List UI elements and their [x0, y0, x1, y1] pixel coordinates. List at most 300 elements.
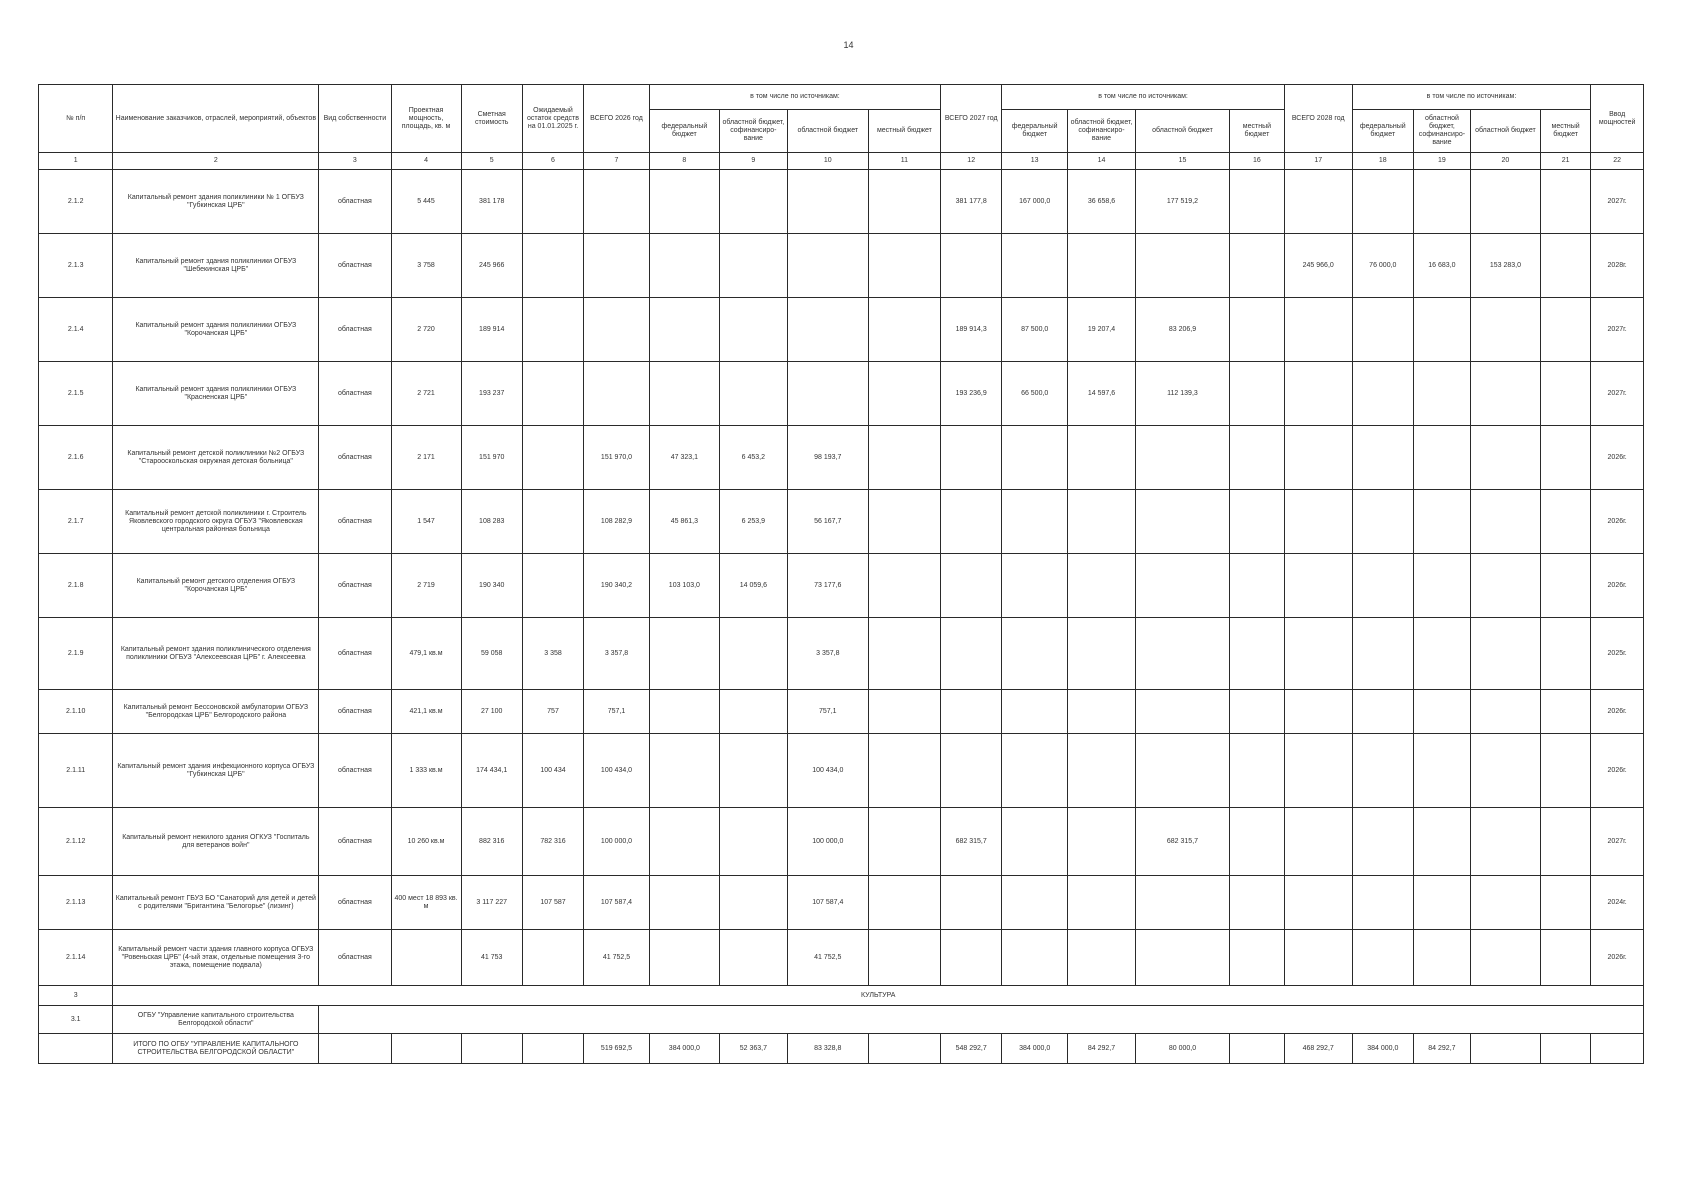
estimated-cost: 245 966 — [461, 234, 522, 298]
federal-2028 — [1352, 362, 1413, 426]
local-2026 — [868, 734, 940, 808]
header-local-2028: местный бюджет — [1540, 110, 1590, 153]
capacity: 1 547 — [391, 490, 461, 554]
regional-2027 — [1135, 930, 1229, 986]
regional-2026: 73 177,6 — [787, 554, 868, 618]
organization-row-filler — [319, 1006, 1644, 1034]
header-sources-2027: в том числе по источникам: — [1002, 85, 1284, 110]
total-cofin-2026: 52 363,7 — [719, 1034, 787, 1064]
table-row — [39, 618, 1644, 690]
local-2027 — [1230, 618, 1285, 690]
total-2028 — [1284, 170, 1352, 234]
estimated-cost: 190 340 — [461, 554, 522, 618]
total-2027: 189 914,3 — [941, 298, 1002, 362]
federal-2028 — [1352, 554, 1413, 618]
empty-cell — [39, 1034, 113, 1064]
object-name: Капитальный ремонт детской поликлиники №2 ОГБУЗ "Старооскольская окружная детская больница" — [113, 426, 319, 490]
regional-2026: 98 193,7 — [787, 426, 868, 490]
cofin-2027 — [1068, 808, 1136, 876]
header-num: № п/п — [39, 85, 113, 153]
cofin-2027 — [1068, 690, 1136, 734]
capacity: 10 260 кв.м — [391, 808, 461, 876]
column-number: 7 — [584, 153, 650, 170]
object-name: Капитальный ремонт детской поликлиники г. Строитель Яковлевского городского округа ОГБУЗ "Яковлевская центральная районная больница — [113, 490, 319, 554]
page-number: 14 — [843, 40, 854, 50]
row-number: 2.1.14 — [39, 930, 113, 986]
federal-2027 — [1002, 618, 1068, 690]
section-title: КУЛЬТУРА — [113, 986, 1644, 1006]
header-cost: Сметная стоимость — [461, 85, 522, 153]
regional-2028 — [1470, 618, 1540, 690]
column-number: 13 — [1002, 153, 1068, 170]
column-number: 12 — [941, 153, 1002, 170]
ownership: областная — [319, 426, 391, 490]
regional-2028 — [1470, 690, 1540, 734]
federal-2026 — [649, 362, 719, 426]
commission-year: 2028г. — [1591, 234, 1644, 298]
cofin-2026 — [719, 170, 787, 234]
local-2028 — [1540, 490, 1590, 554]
cofin-2026 — [719, 690, 787, 734]
object-name: Капитальный ремонт здания поликлинического отделения поликлиники ОГБУЗ "Алексеевская ЦРБ" г. Алексеевка — [113, 618, 319, 690]
capacity: 400 мест 18 893 кв. м — [391, 876, 461, 930]
ownership: областная — [319, 618, 391, 690]
total-federal-2026: 384 000,0 — [649, 1034, 719, 1064]
total-2027 — [941, 690, 1002, 734]
estimated-cost: 882 316 — [461, 808, 522, 876]
local-2027 — [1230, 362, 1285, 426]
table-row — [39, 690, 1644, 734]
column-number: 20 — [1470, 153, 1540, 170]
total-federal-2027: 384 000,0 — [1002, 1034, 1068, 1064]
total-object-name: ИТОГО ПО ОГБУ "УПРАВЛЕНИЕ КАПИТАЛЬНОГО СТРОИТЕЛЬСТВА БЕЛГОРОДСКОЙ ОБЛАСТИ" — [113, 1034, 319, 1064]
capacity: 2 721 — [391, 362, 461, 426]
remainder — [522, 362, 583, 426]
ownership: областная — [319, 490, 391, 554]
local-2028 — [1540, 808, 1590, 876]
local-2027 — [1230, 490, 1285, 554]
object-name: Капитальный ремонт здания инфекционного корпуса ОГБУЗ "Губкинская ЦРБ" — [113, 734, 319, 808]
regional-2026: 100 000,0 — [787, 808, 868, 876]
ownership: областная — [319, 234, 391, 298]
federal-2027 — [1002, 930, 1068, 986]
row-number: 2.1.7 — [39, 490, 113, 554]
row-number: 2.1.2 — [39, 170, 113, 234]
capacity: 1 333 кв.м — [391, 734, 461, 808]
cofin-2028 — [1413, 554, 1470, 618]
local-2028 — [1540, 734, 1590, 808]
cofin-2026: 6 453,2 — [719, 426, 787, 490]
federal-2026 — [649, 876, 719, 930]
column-number: 6 — [522, 153, 583, 170]
regional-2028: 153 283,0 — [1470, 234, 1540, 298]
header-total-2026: ВСЕГО 2026 год — [584, 85, 650, 153]
row-number: 2.1.10 — [39, 690, 113, 734]
cofin-2027 — [1068, 734, 1136, 808]
local-2027 — [1230, 690, 1285, 734]
local-2026 — [868, 554, 940, 618]
header-cofin-2026: областной бюджет, софинансиро-вание — [719, 110, 787, 153]
regional-2028 — [1470, 362, 1540, 426]
cofin-2027 — [1068, 426, 1136, 490]
total-commission-year — [1591, 1034, 1644, 1064]
commission-year: 2026г. — [1591, 554, 1644, 618]
local-2026 — [868, 490, 940, 554]
federal-2028: 76 000,0 — [1352, 234, 1413, 298]
local-2027 — [1230, 734, 1285, 808]
regional-2026: 41 752,5 — [787, 930, 868, 986]
header-total-2027: ВСЕГО 2027 год — [941, 85, 1002, 153]
federal-2026 — [649, 734, 719, 808]
row-number: 2.1.12 — [39, 808, 113, 876]
regional-2027: 682 315,7 — [1135, 808, 1229, 876]
cofin-2028 — [1413, 362, 1470, 426]
total-2028 — [1284, 808, 1352, 876]
total-2027: 682 315,7 — [941, 808, 1002, 876]
federal-2026 — [649, 808, 719, 876]
federal-2026 — [649, 170, 719, 234]
regional-2026: 100 434,0 — [787, 734, 868, 808]
capacity: 2 720 — [391, 298, 461, 362]
total-2026 — [584, 234, 650, 298]
regional-2026: 3 357,8 — [787, 618, 868, 690]
estimated-cost: 189 914 — [461, 298, 522, 362]
total-2026: 107 587,4 — [584, 876, 650, 930]
header-cofin-2028: областной бюджет, софинансиро-вание — [1413, 110, 1470, 153]
cofin-2026 — [719, 234, 787, 298]
capacity: 2 171 — [391, 426, 461, 490]
table-row — [39, 426, 1644, 490]
local-2028 — [1540, 362, 1590, 426]
local-2026 — [868, 426, 940, 490]
total-cofin-2027: 84 292,7 — [1068, 1034, 1136, 1064]
commission-year: 2024г. — [1591, 876, 1644, 930]
table-row — [39, 808, 1644, 876]
column-number: 15 — [1135, 153, 1229, 170]
table-row — [39, 170, 1644, 234]
total-2028 — [1284, 690, 1352, 734]
capacity: 5 445 — [391, 170, 461, 234]
table-row — [39, 876, 1644, 930]
cofin-2028 — [1413, 490, 1470, 554]
remainder — [522, 490, 583, 554]
ownership: областная — [319, 362, 391, 426]
capacity: 421,1 кв.м — [391, 690, 461, 734]
total-2028 — [1284, 298, 1352, 362]
cofin-2026 — [719, 930, 787, 986]
total-2027 — [941, 234, 1002, 298]
local-2028 — [1540, 298, 1590, 362]
object-name: Капитальный ремонт части здания главного корпуса ОГБУЗ "Ровеньская ЦРБ" (4-ый этаж, отдельные помещения 3-го этажа, помещение подвала) — [113, 930, 319, 986]
row-number: 2.1.6 — [39, 426, 113, 490]
commission-year: 2027г. — [1591, 362, 1644, 426]
regional-2028 — [1470, 876, 1540, 930]
total-2027 — [941, 876, 1002, 930]
row-number: 2.1.3 — [39, 234, 113, 298]
local-2028 — [1540, 876, 1590, 930]
federal-2026: 103 103,0 — [649, 554, 719, 618]
empty-cell — [319, 1034, 391, 1064]
cofin-2028 — [1413, 734, 1470, 808]
total-2028 — [1284, 876, 1352, 930]
column-number: 2 — [113, 153, 319, 170]
column-number: 1 — [39, 153, 113, 170]
total-2028 — [1284, 362, 1352, 426]
header-remainder: Ожидаемый остаток средств на 01.01.2025 г. — [522, 85, 583, 153]
estimated-cost: 108 283 — [461, 490, 522, 554]
remainder — [522, 234, 583, 298]
cofin-2026: 14 059,6 — [719, 554, 787, 618]
empty-cell — [522, 1034, 583, 1064]
local-2028 — [1540, 170, 1590, 234]
local-2027 — [1230, 234, 1285, 298]
total-2027 — [941, 930, 1002, 986]
column-number: 5 — [461, 153, 522, 170]
ownership: областная — [319, 298, 391, 362]
total-2028: 245 966,0 — [1284, 234, 1352, 298]
total-regional-2026: 83 328,8 — [787, 1034, 868, 1064]
commission-year: 2026г. — [1591, 490, 1644, 554]
total-2027: 193 236,9 — [941, 362, 1002, 426]
regional-2027 — [1135, 426, 1229, 490]
object-name: Капитальный ремонт здания поликлиники ОГБУЗ "Красненская ЦРБ" — [113, 362, 319, 426]
remainder — [522, 426, 583, 490]
remainder: 782 316 — [522, 808, 583, 876]
local-2027 — [1230, 426, 1285, 490]
total-2027 — [941, 554, 1002, 618]
regional-2028 — [1470, 734, 1540, 808]
total-cofin-2028: 84 292,7 — [1413, 1034, 1470, 1064]
federal-2027 — [1002, 426, 1068, 490]
remainder — [522, 298, 583, 362]
federal-2026 — [649, 298, 719, 362]
ownership: областная — [319, 930, 391, 986]
federal-2027: 66 500,0 — [1002, 362, 1068, 426]
federal-2027 — [1002, 554, 1068, 618]
total-2026 — [584, 298, 650, 362]
capacity: 2 719 — [391, 554, 461, 618]
row-number: 2.1.5 — [39, 362, 113, 426]
local-2027 — [1230, 808, 1285, 876]
table-row — [39, 734, 1644, 808]
total-total-2027: 548 292,7 — [941, 1034, 1002, 1064]
row-number: 2.1.11 — [39, 734, 113, 808]
local-2026 — [868, 170, 940, 234]
object-name: Капитальный ремонт ГБУЗ БО "Санаторий для детей и детей с родителями "Бригантина "Белогорье" (лизинг) — [113, 876, 319, 930]
header-commission: Ввод мощностей — [1591, 85, 1644, 153]
column-number: 3 — [319, 153, 391, 170]
column-number: 14 — [1068, 153, 1136, 170]
regional-2026 — [787, 234, 868, 298]
regional-2026 — [787, 362, 868, 426]
cofin-2027 — [1068, 234, 1136, 298]
estimated-cost: 27 100 — [461, 690, 522, 734]
object-name: Капитальный ремонт нежилого здания ОГКУЗ "Госпиталь для ветеранов войн" — [113, 808, 319, 876]
column-number: 22 — [1591, 153, 1644, 170]
estimated-cost: 381 178 — [461, 170, 522, 234]
column-number: 10 — [787, 153, 868, 170]
cofin-2026: 6 253,9 — [719, 490, 787, 554]
header-regional-2028: областной бюджет — [1470, 110, 1540, 153]
total-local-2028 — [1540, 1034, 1590, 1064]
regional-2027: 83 206,9 — [1135, 298, 1229, 362]
federal-2027 — [1002, 808, 1068, 876]
cofin-2026 — [719, 808, 787, 876]
total-2026: 757,1 — [584, 690, 650, 734]
total-total-2028: 468 292,7 — [1284, 1034, 1352, 1064]
local-2028 — [1540, 554, 1590, 618]
capacity — [391, 930, 461, 986]
regional-2028 — [1470, 554, 1540, 618]
column-number: 17 — [1284, 153, 1352, 170]
header-local-2027: местный бюджет — [1230, 110, 1285, 153]
local-2026 — [868, 930, 940, 986]
header-regional-2027: областной бюджет — [1135, 110, 1229, 153]
federal-2028 — [1352, 930, 1413, 986]
regional-2027 — [1135, 618, 1229, 690]
commission-year: 2026г. — [1591, 690, 1644, 734]
regional-2027 — [1135, 734, 1229, 808]
cofin-2027: 14 597,6 — [1068, 362, 1136, 426]
total-2028 — [1284, 426, 1352, 490]
local-2026 — [868, 618, 940, 690]
total-regional-2028 — [1470, 1034, 1540, 1064]
header-sources-2026: в том числе по источникам: — [649, 85, 940, 110]
ownership: областная — [319, 734, 391, 808]
table-row — [39, 490, 1644, 554]
column-number: 18 — [1352, 153, 1413, 170]
total-total-2026: 519 692,5 — [584, 1034, 650, 1064]
header-local-2026: местный бюджет — [868, 110, 940, 153]
federal-2026: 45 861,3 — [649, 490, 719, 554]
object-name: Капитальный ремонт Бессоновской амбулатории ОГБУЗ "Белгородская ЦРБ" Белгородского района — [113, 690, 319, 734]
ownership: областная — [319, 170, 391, 234]
remainder — [522, 930, 583, 986]
capacity: 3 758 — [391, 234, 461, 298]
estimated-cost: 151 970 — [461, 426, 522, 490]
local-2028 — [1540, 930, 1590, 986]
estimated-cost: 59 058 — [461, 618, 522, 690]
header-federal-2026: федеральный бюджет — [649, 110, 719, 153]
row-number: 2.1.8 — [39, 554, 113, 618]
cofin-2028 — [1413, 808, 1470, 876]
column-numbers-row — [39, 153, 1644, 170]
cofin-2026 — [719, 876, 787, 930]
total-2026: 100 000,0 — [584, 808, 650, 876]
ownership: областная — [319, 554, 391, 618]
regional-2026: 757,1 — [787, 690, 868, 734]
object-name: Капитальный ремонт здания поликлиники ОГБУЗ "Шебекинская ЦРБ" — [113, 234, 319, 298]
local-2026 — [868, 362, 940, 426]
cofin-2027 — [1068, 876, 1136, 930]
capacity: 479,1 кв.м — [391, 618, 461, 690]
federal-2028 — [1352, 618, 1413, 690]
cofin-2026 — [719, 298, 787, 362]
federal-2028 — [1352, 876, 1413, 930]
federal-2026 — [649, 690, 719, 734]
cofin-2027 — [1068, 490, 1136, 554]
federal-2028 — [1352, 734, 1413, 808]
federal-2027 — [1002, 690, 1068, 734]
federal-2026 — [649, 234, 719, 298]
total-2027 — [941, 618, 1002, 690]
column-number: 19 — [1413, 153, 1470, 170]
object-name: Капитальный ремонт здания поликлиники ОГБУЗ "Корочанская ЦРБ" — [113, 298, 319, 362]
column-number: 11 — [868, 153, 940, 170]
regional-2027: 177 519,2 — [1135, 170, 1229, 234]
regional-2028 — [1470, 808, 1540, 876]
estimated-cost: 174 434,1 — [461, 734, 522, 808]
total-2028 — [1284, 734, 1352, 808]
regional-2027 — [1135, 554, 1229, 618]
commission-year: 2026г. — [1591, 426, 1644, 490]
regional-2028 — [1470, 490, 1540, 554]
organization-row — [39, 1006, 1644, 1034]
cofin-2027: 19 207,4 — [1068, 298, 1136, 362]
row-number: 2.1.9 — [39, 618, 113, 690]
local-2028 — [1540, 618, 1590, 690]
regional-2028 — [1470, 930, 1540, 986]
remainder: 107 587 — [522, 876, 583, 930]
local-2028 — [1540, 426, 1590, 490]
section-number: 3 — [39, 986, 113, 1006]
local-2027 — [1230, 298, 1285, 362]
commission-year: 2027г. — [1591, 170, 1644, 234]
table-row — [39, 298, 1644, 362]
cofin-2027: 36 658,6 — [1068, 170, 1136, 234]
organization-title: ОГБУ "Управление капитального строительства Белгородской области" — [113, 1006, 319, 1034]
ownership: областная — [319, 808, 391, 876]
total-local-2027 — [1230, 1034, 1285, 1064]
total-2026 — [584, 170, 650, 234]
estimated-cost: 193 237 — [461, 362, 522, 426]
cofin-2027 — [1068, 554, 1136, 618]
local-2027 — [1230, 554, 1285, 618]
estimated-cost: 41 753 — [461, 930, 522, 986]
local-2028 — [1540, 690, 1590, 734]
estimated-cost: 3 117 227 — [461, 876, 522, 930]
header-regional-2026: областной бюджет — [787, 110, 868, 153]
header-cofin-2027: областной бюджет, софинансиро-вание — [1068, 110, 1136, 153]
federal-2028 — [1352, 690, 1413, 734]
regional-2026 — [787, 298, 868, 362]
total-2027 — [941, 490, 1002, 554]
total-2026: 151 970,0 — [584, 426, 650, 490]
federal-2028 — [1352, 490, 1413, 554]
total-2028 — [1284, 554, 1352, 618]
cofin-2028 — [1413, 426, 1470, 490]
regional-2027 — [1135, 234, 1229, 298]
regional-2027 — [1135, 876, 1229, 930]
local-2026 — [868, 234, 940, 298]
federal-2028 — [1352, 426, 1413, 490]
federal-2027 — [1002, 734, 1068, 808]
local-2027 — [1230, 930, 1285, 986]
federal-2028 — [1352, 170, 1413, 234]
cofin-2026 — [719, 734, 787, 808]
regional-2026: 107 587,4 — [787, 876, 868, 930]
total-regional-2027: 80 000,0 — [1135, 1034, 1229, 1064]
total-2027 — [941, 734, 1002, 808]
total-row — [39, 1034, 1644, 1064]
cofin-2026 — [719, 362, 787, 426]
federal-2027: 87 500,0 — [1002, 298, 1068, 362]
regional-2027: 112 139,3 — [1135, 362, 1229, 426]
header-name: Наименование заказчиков, отраслей, мероприятий, объектов — [113, 85, 319, 153]
cofin-2028 — [1413, 170, 1470, 234]
cofin-2028 — [1413, 690, 1470, 734]
organization-number: 3.1 — [39, 1006, 113, 1034]
